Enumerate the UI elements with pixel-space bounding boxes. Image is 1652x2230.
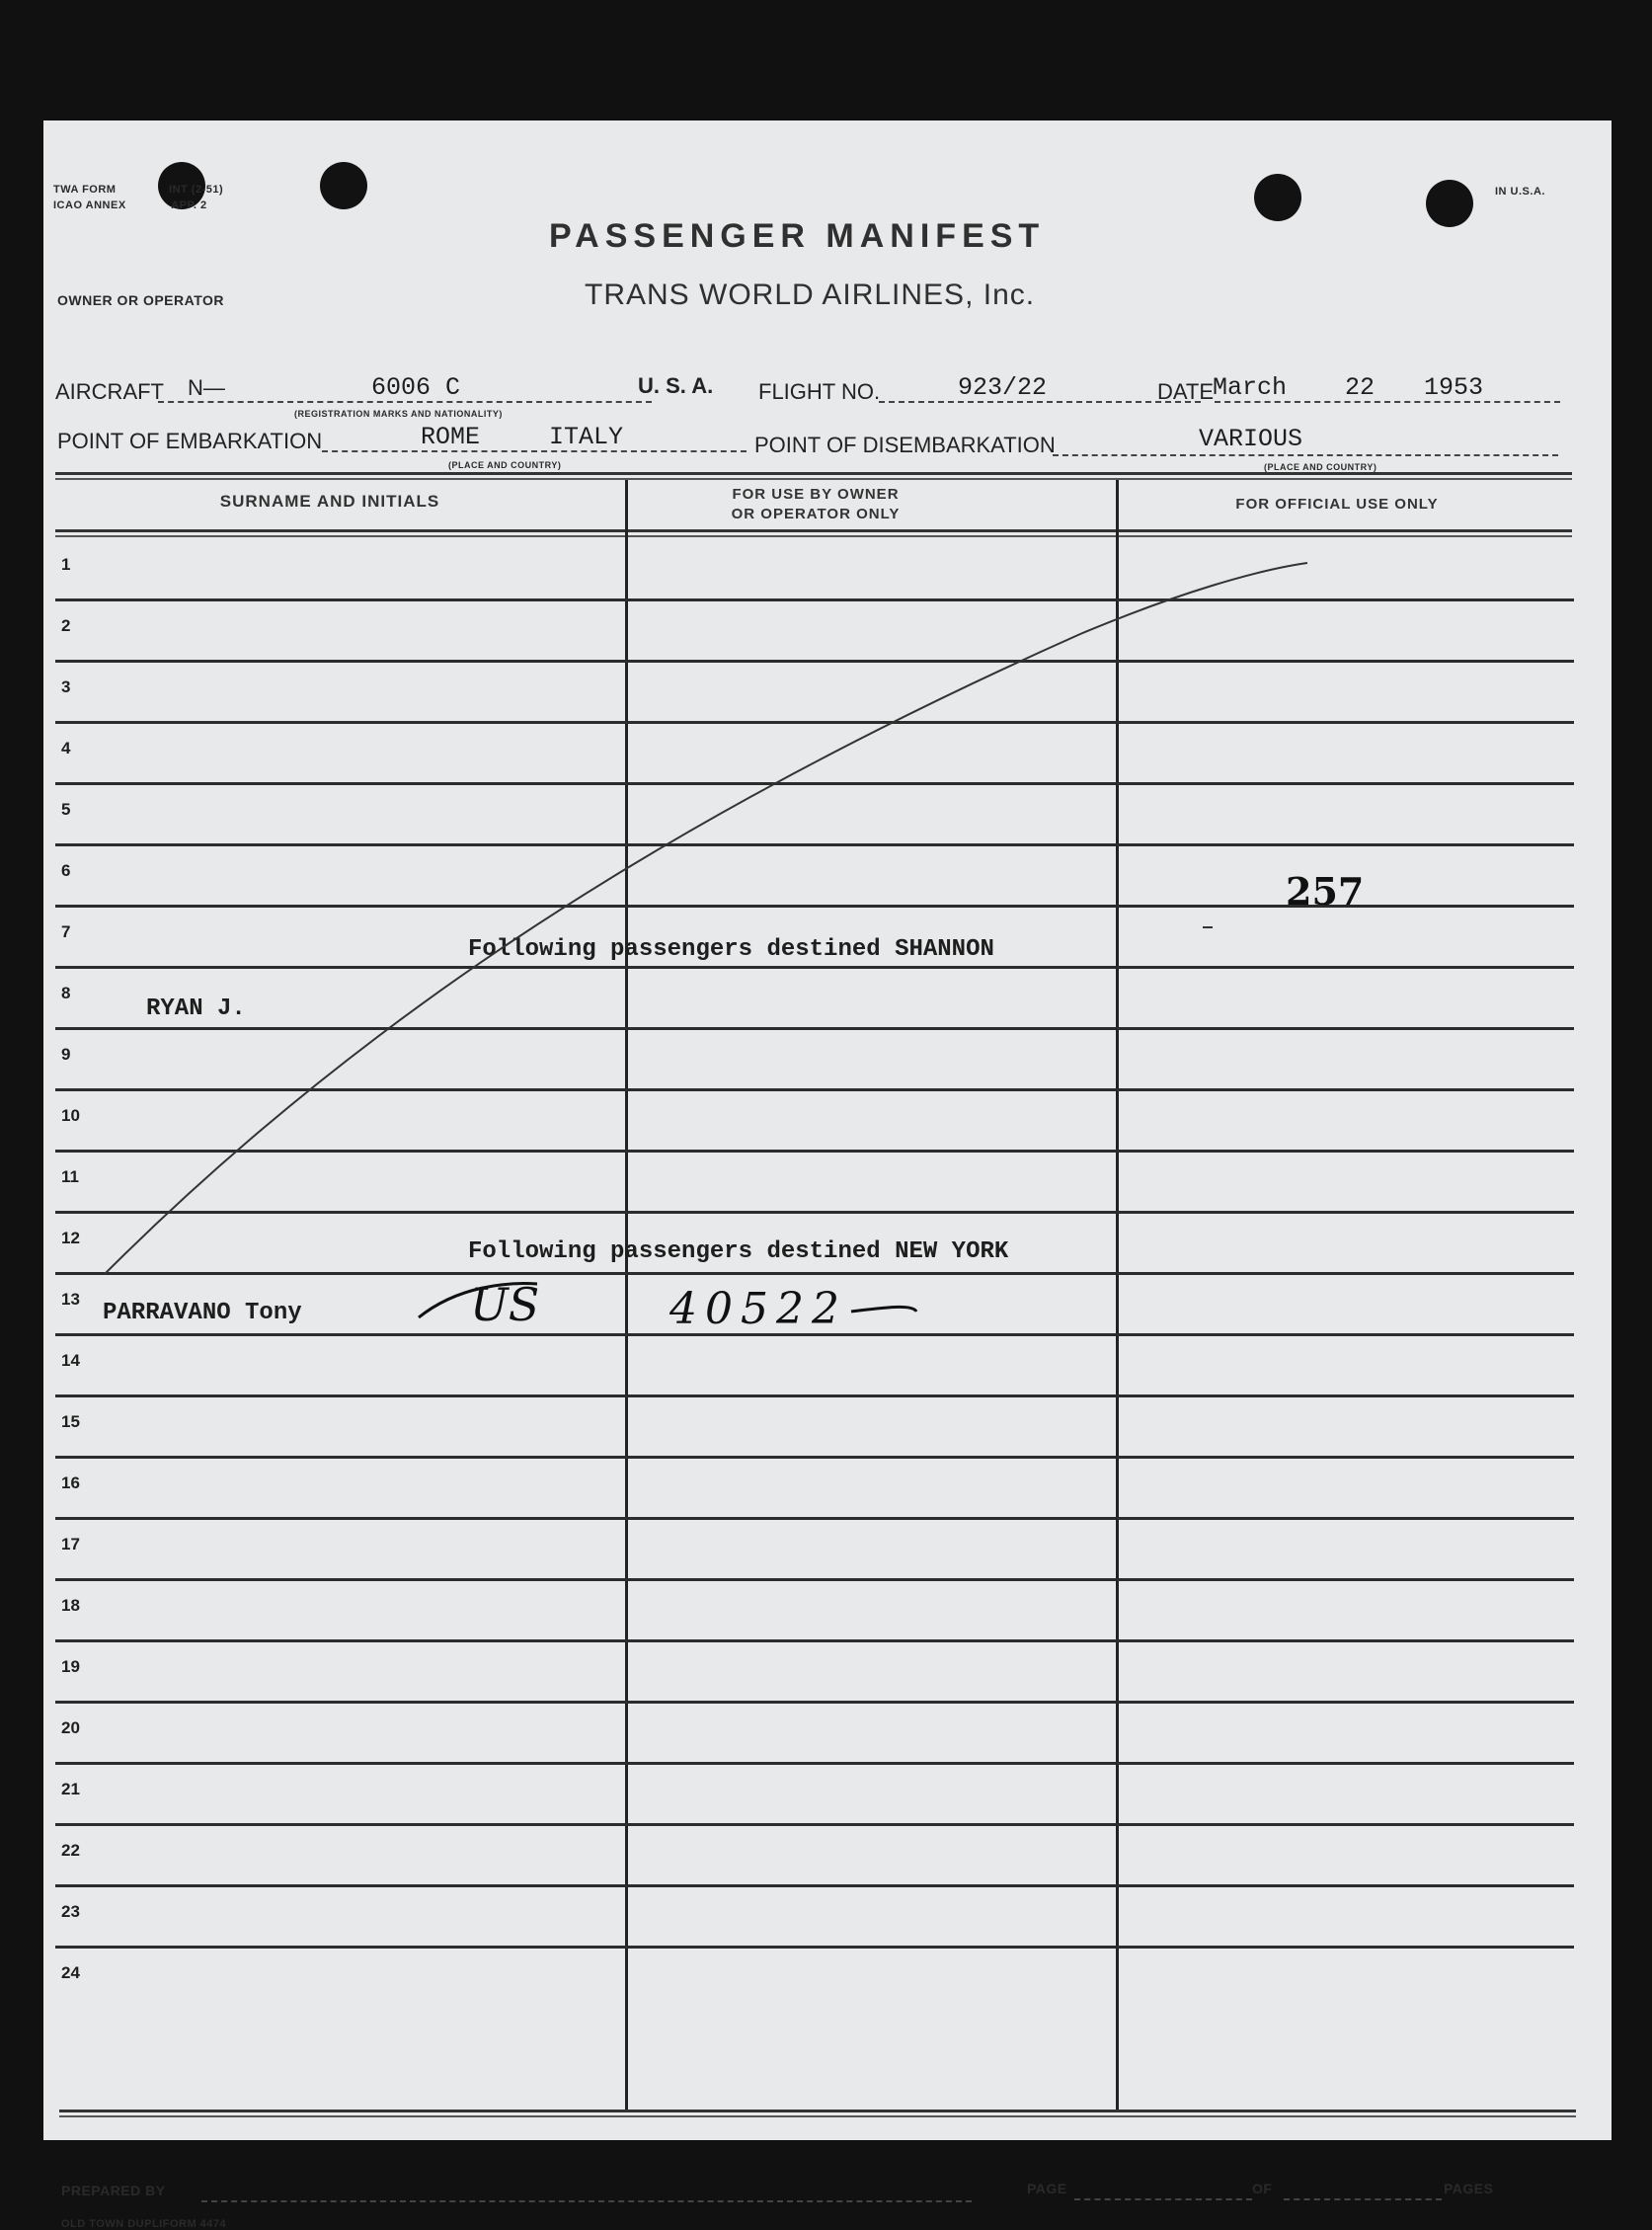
row-number: 15 xyxy=(61,1412,80,1431)
registration-caption: (REGISTRATION MARKS AND NATIONALITY) xyxy=(294,409,503,419)
row-number: 22 xyxy=(61,1841,80,1860)
embarkation-city: ROME xyxy=(421,423,481,451)
row-number: 18 xyxy=(61,1596,80,1615)
handwritten-nationality: US xyxy=(470,1278,540,1331)
note-shannon: Following passengers destined SHANNON xyxy=(468,936,994,963)
row-number: 2 xyxy=(61,616,71,635)
column-official: FOR OFFICIAL USE ONLY xyxy=(1235,496,1439,513)
row-number: 12 xyxy=(61,1229,80,1247)
manifest-page xyxy=(43,120,1612,2230)
aircraft-label: AIRCRAFT xyxy=(55,379,164,404)
pages-label: PAGES xyxy=(1444,2181,1494,2196)
official-number: 257 xyxy=(1286,869,1365,914)
disembarkation-value: VARIOUS xyxy=(1199,425,1303,453)
row-number: 6 xyxy=(61,861,71,880)
row-number: 21 xyxy=(61,1780,80,1798)
row-number: 23 xyxy=(61,1902,80,1921)
row-number: 1 xyxy=(61,555,71,574)
row-number: 24 xyxy=(61,1963,80,1982)
disembarkation-label: POINT OF DISEMBARKATION xyxy=(754,433,1056,457)
handwritten-number: 40522 xyxy=(669,1284,847,1334)
note-new-york: Following passengers destined NEW YORK xyxy=(468,1238,1009,1265)
row-number: 13 xyxy=(61,1290,80,1309)
printed-in-usa: IN U.S.A. xyxy=(1495,186,1545,198)
aircraft-registration: 6006 C xyxy=(371,373,461,402)
embarkation-caption: (PLACE AND COUNTRY) xyxy=(448,460,562,470)
row-number: 8 xyxy=(61,984,71,1002)
row-number: 17 xyxy=(61,1535,80,1553)
date-label: DATE xyxy=(1157,379,1215,404)
form-code-line1: TWA FORM INT (2-51) xyxy=(53,184,224,196)
of-label: OF xyxy=(1252,2181,1273,2196)
operator-name: TRANS WORLD AIRLINES, Inc. xyxy=(585,279,1036,311)
row-number: 11 xyxy=(61,1167,79,1186)
prepared-by-label: PREPARED BY xyxy=(61,2183,166,2198)
aircraft-prefix: N— xyxy=(188,375,225,400)
row-number: 9 xyxy=(61,1045,71,1064)
row-number: 5 xyxy=(61,800,71,819)
column-owner-use-2: OR OPERATOR ONLY xyxy=(731,506,901,522)
date-year: 1953 xyxy=(1424,373,1484,402)
pen-stroke xyxy=(43,120,1612,2140)
page-label: PAGE xyxy=(1027,2181,1067,2196)
row-number: 3 xyxy=(61,677,71,696)
date-day: 22 xyxy=(1345,373,1376,402)
flight-label: FLIGHT NO. xyxy=(758,379,881,404)
owner-label: OWNER OR OPERATOR xyxy=(57,292,224,308)
row-number: 10 xyxy=(61,1106,80,1125)
date-month: March xyxy=(1213,373,1288,402)
row-number: 19 xyxy=(61,1657,80,1676)
column-surname: SURNAME AND INITIALS xyxy=(219,492,440,511)
passenger-name: RYAN J. xyxy=(146,996,246,1022)
row-number: 20 xyxy=(61,1718,80,1737)
embarkation-label: POINT OF EMBARKATION xyxy=(57,429,323,453)
form-code-line2: ICAO ANNEX APP. 2 xyxy=(53,199,207,211)
column-owner-use-1: FOR USE BY OWNER xyxy=(732,486,900,503)
embarkation-country: ITALY xyxy=(549,423,624,451)
page-title: PASSENGER MANIFEST xyxy=(549,217,1046,255)
disembarkation-caption: (PLACE AND COUNTRY) xyxy=(1264,462,1377,472)
printer-label: OLD TOWN DUPLIFORM 4474 xyxy=(61,2218,227,2230)
row-number: 7 xyxy=(61,922,71,941)
passenger-name: PARRAVANO Tony xyxy=(103,1300,302,1326)
row-number: 16 xyxy=(61,1473,80,1492)
row-number: 4 xyxy=(61,739,71,757)
row-number: 14 xyxy=(61,1351,80,1370)
nationality: U. S. A. xyxy=(638,373,714,398)
flight-number: 923/22 xyxy=(958,373,1048,402)
